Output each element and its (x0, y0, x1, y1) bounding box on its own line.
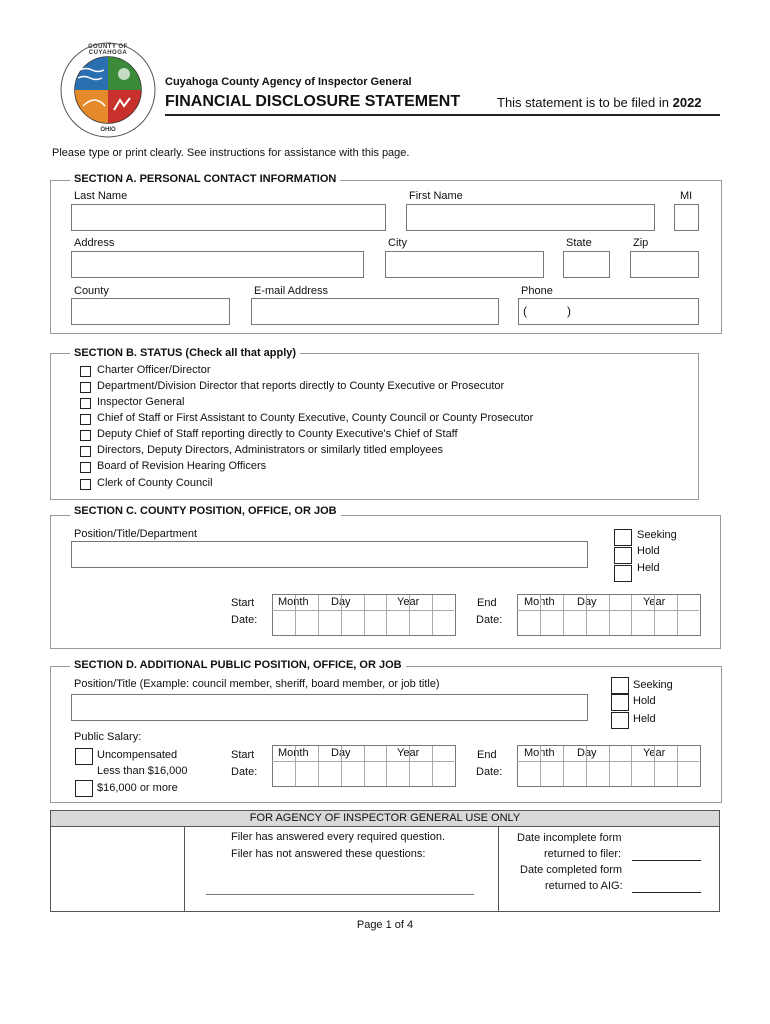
less-than-label: Less than $16,000 (97, 765, 188, 777)
zip-label: Zip (633, 237, 649, 249)
status-checkbox-1[interactable] (80, 382, 91, 393)
last-name-input[interactable] (71, 204, 386, 231)
email-label: E-mail Address (254, 285, 328, 297)
email-input[interactable] (251, 298, 499, 325)
c-start-header-divider (272, 610, 454, 611)
c-position-input[interactable] (71, 541, 588, 568)
uncompensated-checkbox[interactable] (75, 748, 93, 765)
county-label: County (74, 285, 109, 297)
d-start-year: Year (397, 747, 420, 759)
section-b-title: SECTION B. STATUS (Check all that apply) (70, 347, 300, 359)
d-start-date-grid[interactable] (272, 745, 456, 787)
d-held-label: Held (633, 713, 656, 725)
c-start-year: Year (397, 596, 420, 608)
d-end-header-divider (517, 761, 699, 762)
d-position-label: Position/Title (Example: council member, sheriff, board member, or job title) (74, 678, 440, 690)
d-end-day: Day (577, 747, 597, 759)
page-number: Page 1 of 4 (356, 919, 414, 931)
d-end-year: Year (643, 747, 666, 759)
d-start-date-label: Date: (231, 766, 258, 778)
c-start-date-grid[interactable] (272, 594, 456, 636)
address-input[interactable] (71, 251, 364, 278)
c-end-month: Month (524, 596, 555, 608)
c-hold-checkbox[interactable] (614, 547, 632, 564)
not-answered-line[interactable] (206, 894, 474, 895)
d-start-header-divider (272, 761, 454, 762)
status-label-2: Inspector General (97, 396, 185, 408)
seal-text: COUNTY OF CUYAHOGA (88, 44, 128, 56)
c-end-header-divider (517, 610, 699, 611)
c-start-day: Day (331, 596, 351, 608)
instructions: Please type or print clearly. See instructions for assistance with this page. (52, 147, 410, 159)
mi-input[interactable] (674, 204, 699, 231)
state-input[interactable] (563, 251, 610, 278)
completed-date-line[interactable] (632, 892, 701, 893)
d-position-input[interactable] (71, 694, 588, 721)
status-checkbox-4[interactable] (80, 430, 91, 441)
first-name-input[interactable] (406, 204, 655, 231)
county-input[interactable] (71, 298, 230, 325)
status-label-1: Department/Division Director that reports directly to County Executive or Prosecutor (97, 380, 505, 392)
filed-prefix: This statement is to be filed in (497, 95, 669, 110)
c-end-day: Day (577, 596, 597, 608)
status-checkbox-2[interactable] (80, 398, 91, 409)
d-end-month: Month (524, 747, 555, 759)
d-end-label: End (477, 749, 497, 761)
filed-year: 2022 (672, 95, 702, 110)
zip-input[interactable] (630, 251, 699, 278)
phone-open-paren: ( (523, 304, 527, 318)
filed-in (497, 95, 702, 110)
d-held-checkbox[interactable] (611, 712, 629, 729)
phone-input[interactable] (518, 298, 699, 325)
agency-use-right-col (498, 826, 499, 911)
uncompensated-label: Uncompensated (97, 749, 178, 761)
phone-close-paren: ) (567, 304, 571, 318)
public-salary-label: Public Salary: (74, 731, 142, 743)
incomplete-label-1: Date incomplete form (517, 832, 622, 844)
c-start-date-label: Date: (231, 614, 258, 626)
or-more-checkbox[interactable] (75, 780, 93, 797)
or-more-label: $16,000 or more (97, 782, 178, 794)
status-checkbox-0[interactable] (80, 366, 91, 377)
section-d-title: SECTION D. ADDITIONAL PUBLIC POSITION, OFFICE, OR JOB (70, 659, 406, 671)
status-label-6: Board of Revision Hearing Officers (97, 460, 267, 472)
agency-use-title: FOR AGENCY OF INSPECTOR GENERAL USE ONLY (249, 812, 521, 824)
c-end-date-grid[interactable] (517, 594, 701, 636)
status-label-3: Chief of Staff or First Assistant to County Executive, County Council or County Prosecutor (97, 412, 534, 424)
page-title: FINANCIAL DISCLOSURE STATEMENT (165, 93, 461, 110)
city-label: City (388, 237, 407, 249)
d-start-label: Start (231, 749, 255, 761)
state-label: State (566, 237, 592, 249)
seal-state: OHIO (100, 127, 116, 133)
address-label: Address (74, 237, 115, 249)
d-seeking-checkbox[interactable] (611, 677, 629, 694)
city-input[interactable] (385, 251, 544, 278)
c-hold-label: Hold (637, 545, 660, 557)
status-checkbox-5[interactable] (80, 446, 91, 457)
c-start-label: Start (231, 597, 255, 609)
c-seeking-checkbox[interactable] (614, 529, 632, 546)
completed-label-1: Date completed form (520, 864, 623, 876)
c-start-month: Month (278, 596, 309, 608)
agency-use-table (50, 810, 720, 912)
status-label-4: Deputy Chief of Staff reporting directly to County Executive's Chief of Staff (97, 428, 458, 440)
phone-label: Phone (521, 285, 553, 297)
d-hold-checkbox[interactable] (611, 694, 629, 711)
last-name-label: Last Name (74, 190, 128, 202)
status-checkbox-7[interactable] (80, 479, 91, 490)
status-checkbox-6[interactable] (80, 462, 91, 473)
header-rule (165, 114, 720, 116)
c-seeking-label: Seeking (637, 529, 677, 541)
c-held-checkbox[interactable] (614, 565, 632, 582)
incomplete-date-line[interactable] (632, 860, 701, 861)
section-c-title: SECTION C. COUNTY POSITION, OFFICE, OR JOB (70, 505, 341, 517)
status-label-5: Directors, Deputy Directors, Administrators or similarly titled employees (97, 444, 443, 456)
completed-label-2: returned to AIG: (545, 880, 623, 892)
status-label-0: Charter Officer/Director (97, 364, 211, 376)
c-end-date-label: Date: (476, 614, 503, 626)
status-label-7: Clerk of County Council (97, 477, 213, 489)
status-checkbox-3[interactable] (80, 414, 91, 425)
county-seal (58, 40, 158, 140)
d-seeking-label: Seeking (633, 679, 673, 691)
d-hold-label: Hold (633, 695, 656, 707)
c-position-label: Position/Title/Department (74, 528, 198, 540)
not-answered-text: Filer has not answered these questions: (231, 848, 426, 860)
c-end-label: End (477, 597, 497, 609)
incomplete-label-2: returned to filer: (544, 848, 622, 860)
d-start-month: Month (278, 747, 309, 759)
agency-name: Cuyahoga County Agency of Inspector General (165, 76, 412, 88)
d-end-date-label: Date: (476, 766, 503, 778)
section-a-title: SECTION A. PERSONAL CONTACT INFORMATION (70, 173, 340, 185)
agency-use-left-col (184, 826, 185, 911)
mi-label: MI (680, 190, 693, 202)
d-end-date-grid[interactable] (517, 745, 701, 787)
answered-text: Filer has answered every required question. (231, 831, 446, 843)
c-held-label: Held (637, 562, 660, 574)
first-name-label: First Name (409, 190, 463, 202)
d-start-day: Day (331, 747, 351, 759)
c-end-year: Year (643, 596, 666, 608)
